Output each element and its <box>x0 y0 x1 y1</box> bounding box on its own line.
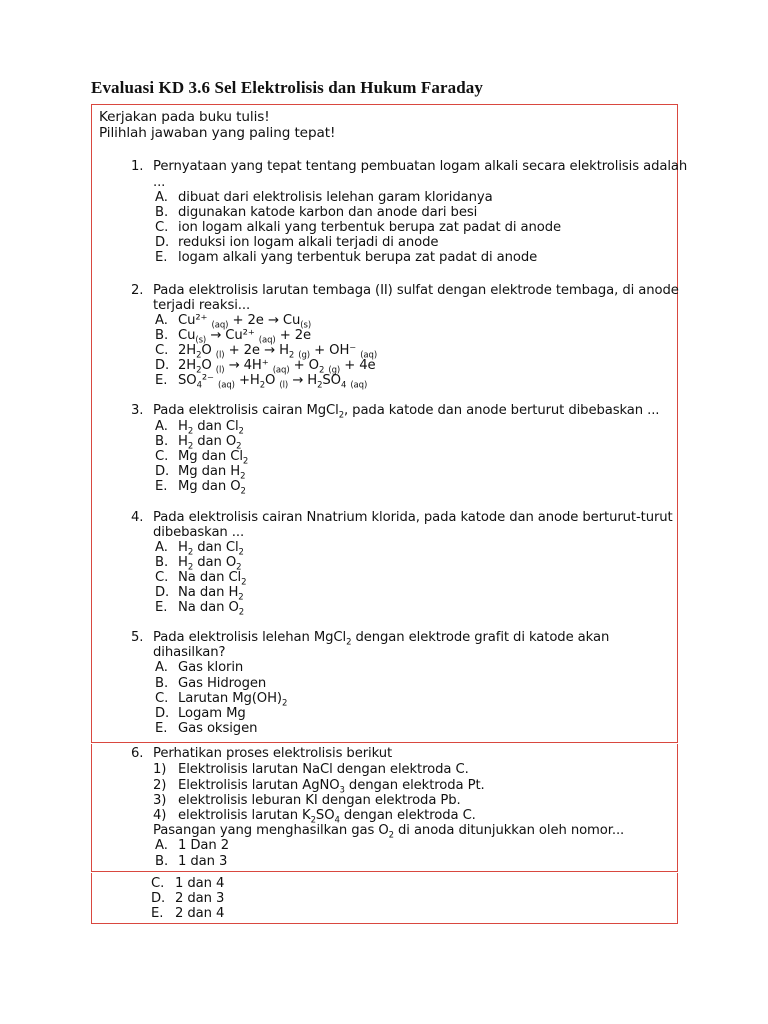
option-text: Larutan $Mg(OH)_2$ <box>178 691 288 709</box>
option-text: reduksi ion logam alkali terjadi di anode <box>178 235 439 250</box>
option-letter: D. <box>155 706 170 721</box>
question-text: Pernyataan yang tepat tentang pembuatan logam alkali secara elektrolisis adalah <box>153 159 688 174</box>
option-text: Gas oksigen <box>178 721 258 736</box>
statement-number: 3) <box>153 793 167 808</box>
option-letter: C. <box>155 449 169 464</box>
option-text: $SO_4^{2-}$ $_{(aq)} +H_2O$ $_{(l)} \to H_2SO_4$ $_{(aq)}$ <box>178 373 368 391</box>
option-text: 1 dan 3 <box>178 854 228 869</box>
question-text: terjadi reaksi... <box>153 298 251 313</box>
page-title: Evaluasi KD 3.6 Sel Elektrolisis dan Hukum Faraday <box>91 78 483 97</box>
option-letter: B. <box>155 205 169 220</box>
option-text: Mg dan $H_2$ <box>178 464 246 482</box>
option-letter: C. <box>155 220 169 235</box>
option-letter: D. <box>155 585 170 600</box>
question-text: ... <box>153 175 166 190</box>
option-text: 1 Dan 2 <box>178 838 230 853</box>
statement-number: 1) <box>153 762 167 777</box>
option-letter: A. <box>155 313 168 328</box>
option-letter: B. <box>155 555 169 570</box>
option-letter: E. <box>155 373 168 388</box>
option-text: $H_2$ dan $Cl_2$ <box>178 540 244 558</box>
option-text: ion logam alkali yang terbentuk berupa zat padat di anode <box>178 220 562 235</box>
option-text: Mg dan $Cl_2$ <box>178 449 249 467</box>
option-text: Gas klorin <box>178 660 244 675</box>
option-letter: B. <box>155 434 169 449</box>
statement-text: elektrolisis larutan $K_2SO_4$ dengan elektroda C. <box>178 808 476 826</box>
instruction-line: Pilihlah jawaban yang paling tepat! <box>99 125 336 141</box>
option-letter: C. <box>155 691 169 706</box>
option-text: Gas Hidrogen <box>178 676 267 691</box>
option-text: $2H_2O$ $_{(l)}$ → 4H⁺ $_{(aq)} + O_2$ $_{(g)}$ + 4e <box>178 358 376 376</box>
option-text: Cu²⁺ $_{(aq)} + 2e \to Cu_{(s)}$ <box>178 313 312 331</box>
option-letter: A. <box>155 540 168 555</box>
question-number: 6. <box>131 746 144 761</box>
option-text: 1 dan 4 <box>175 876 225 891</box>
instruction-line: Kerjakan pada buku tulis! <box>99 109 270 125</box>
question-text: dihasilkan? <box>153 645 226 660</box>
option-text: $H_2$ dan $O_2$ <box>178 434 242 452</box>
option-text: $H_2$ dan $O_2$ <box>178 555 242 573</box>
option-text: $H_2$ dan $Cl_2$ <box>178 419 244 437</box>
option-text: $Cu_{(s)} \to Cu^{2+}$ $_{(aq)}$ + 2e <box>178 328 312 346</box>
option-letter: A. <box>155 838 168 853</box>
question-number: 5. <box>131 630 144 645</box>
option-text: dibuat dari elektrolisis lelehan garam kloridanya <box>178 190 493 205</box>
question-number: 1. <box>131 159 144 174</box>
question-text: Pasangan yang menghasilkan gas $O_2$ di anoda ditunjukkan oleh nomor... <box>153 823 625 841</box>
option-text: $2H_2O$ $_{(l)} + 2e \to H_2$ $_{(g)}$ + OH⁻ $_{(aq)}$ <box>178 343 378 361</box>
option-letter: E. <box>155 721 168 736</box>
question-number: 3. <box>131 403 144 418</box>
option-text: Na dan $Cl_2$ <box>178 570 247 588</box>
statement-number: 4) <box>153 808 167 823</box>
option-letter: D. <box>151 891 166 906</box>
option-text: Na dan $O_2$ <box>178 600 245 618</box>
statement-text: Elektrolisis larutan NaCl dengan elektroda C. <box>178 762 469 777</box>
option-letter: C. <box>155 343 169 358</box>
option-text: Logam Mg <box>178 706 246 721</box>
statement-text: Elektrolisis larutan AgNO$_3$ dengan elektroda Pt. <box>178 778 485 796</box>
option-text: 2 dan 4 <box>175 906 225 921</box>
option-letter: C. <box>155 570 169 585</box>
question-text: Pada elektrolisis cairan MgCl$_2$, pada katode dan anode berturut dibebaskan ... <box>153 403 660 421</box>
statement-text: elektrolisis leburan KI dengan elektroda Pb. <box>178 793 461 808</box>
question-text: Perhatikan proses elektrolisis berikut <box>153 746 393 761</box>
option-letter: D. <box>155 358 170 373</box>
option-text: Na dan $H_2$ <box>178 585 244 603</box>
option-letter: A. <box>155 660 168 675</box>
option-letter: A. <box>155 190 168 205</box>
option-letter: B. <box>155 328 169 343</box>
option-letter: D. <box>155 235 170 250</box>
option-letter: C. <box>151 876 165 891</box>
question-text: Pada elektrolisis larutan tembaga (II) sulfat dengan elektrode tembaga, di anode <box>153 283 679 298</box>
question-number: 4. <box>131 510 144 525</box>
option-text: Mg dan $O_2$ <box>178 479 246 497</box>
question-text: Pada elektrolisis lelehan MgCl$_2$ dengan elektrode grafit di katode akan <box>153 630 610 648</box>
question-number: 2. <box>131 283 144 298</box>
option-letter: B. <box>155 676 169 691</box>
option-text: 2 dan 3 <box>175 891 225 906</box>
option-text: digunakan katode karbon dan anode dari besi <box>178 205 478 220</box>
option-letter: A. <box>155 419 168 434</box>
option-letter: E. <box>151 906 164 921</box>
question-text: dibebaskan ... <box>153 525 245 540</box>
option-letter: E. <box>155 479 168 494</box>
question-text: Pada elektrolisis cairan Nnatrium klorida, pada katode dan anode berturut-turut <box>153 510 673 525</box>
option-letter: E. <box>155 600 168 615</box>
option-letter: B. <box>155 854 169 869</box>
option-letter: E. <box>155 250 168 265</box>
option-text: logam alkali yang terbentuk berupa zat padat di anode <box>178 250 538 265</box>
statement-number: 2) <box>153 778 167 793</box>
option-letter: D. <box>155 464 170 479</box>
